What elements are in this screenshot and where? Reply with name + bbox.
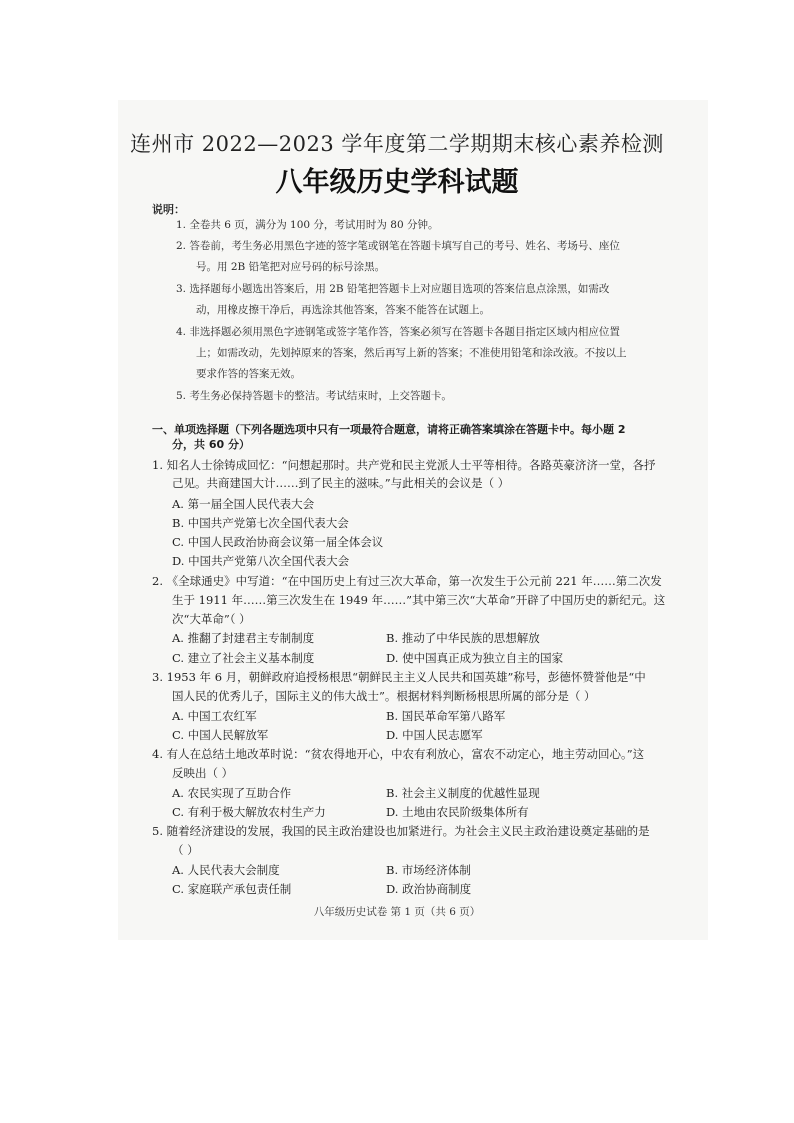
option-b: B. 社会主义制度的优越性显现	[386, 786, 540, 800]
question-stem: 己见。共商建国大计……到了民主的滋味。”与此相关的会议是（ ）	[172, 476, 510, 490]
option-c: C. 中国人民政治协商会议第一届全体会议	[172, 535, 384, 549]
option-d: D. 土地由农民阶级集体所有	[386, 805, 529, 819]
option-a: A. 推翻了封建君主专制制度	[172, 631, 315, 645]
option-c: C. 中国人民解放军	[172, 728, 269, 742]
option-d: D. 政治协商制度	[386, 882, 472, 896]
option-c: C. 有利于极大解放农村生产力	[172, 805, 326, 819]
option-c: C. 建立了社会主义基本制度	[172, 651, 315, 665]
option-d: D. 中国共产党第八次全国代表大会	[172, 554, 350, 568]
question-stem: 1. 知名人士徐铸成回忆：“问想起那时。共产党和民主党派人士平等相待。各路英豪济济一堂，各抒	[152, 458, 656, 472]
instruction-line: 1. 全卷共 6 页，满分为 100 分，考试用时为 80 分钟。	[176, 219, 439, 231]
instructions-heading: 说明：	[152, 203, 185, 216]
question-stem: 5. 随着经济建设的发展，我国的民主政治建设也加紧进行。为社会主义民主政治建设奠定基础的是	[152, 824, 650, 838]
instruction-line: 上；如需改动，先划掉原来的答案，然后再写上新的答案；不准使用铅笔和涂改液。不按以上	[196, 347, 627, 359]
option-b: B. 中国共产党第七次全国代表大会	[172, 516, 349, 530]
section-heading-line: 分，共 60 分）	[172, 438, 250, 451]
option-a: A. 第一届全国人民代表大会	[172, 497, 315, 511]
option-d: D. 使中国真正成为独立自主的国家	[386, 651, 564, 665]
option-b: B. 推动了中华民族的思想解放	[386, 631, 540, 645]
option-a: A. 农民实现了互助合作	[172, 786, 292, 800]
question-stem: （ ）	[172, 843, 199, 857]
instruction-line: 2. 答卷前，考生务必用黑色字迹的签字笔或钢笔在答题卡填写自己的考号、姓名、考场号、座位	[176, 240, 620, 252]
instruction-line: 号。用 2B 铅笔把对应号码的标号涂黑。	[196, 261, 386, 273]
question-stem: 3. 1953 年 6 月，朝鲜政府追授杨根思“朝鲜民主主义人民共和国英雄”称号，彭德怀赞誉他是“中	[152, 670, 646, 684]
instruction-line: 要求作答的答案无效。	[196, 368, 301, 380]
instruction-line: 3. 选择题每小题选出答案后，用 2B 铅笔把答题卡上对应题目选项的答案信息点涂黑，如需改	[176, 283, 610, 295]
option-b: B. 市场经济体制	[386, 863, 471, 877]
instruction-line: 5. 考生务必保持答题卡的整洁。考试结束时，上交答题卡。	[176, 390, 452, 402]
question-stem: 生于 1911 年……第三次发生在 1949 年……”其中第三次“大革命”开辟了中国历史的新纪元。这	[172, 593, 666, 607]
exam-subtitle: 八年级历史学科试题	[275, 167, 519, 198]
option-d: D. 中国人民志愿军	[386, 728, 483, 742]
instruction-line: 4. 非选择题必须用黑色字迹钢笔或签字笔作答，答案必须写在答题卡各题目指定区域内相应位置	[176, 326, 620, 338]
option-c: C. 家庭联产承包责任制	[172, 882, 292, 896]
instruction-line: 动，用橡皮擦干净后，再选涂其他答案，答案不能答在试题上。	[196, 304, 490, 316]
exam-title: 连州市 2022—2023 学年度第二学期期末核心素养检测	[130, 132, 664, 156]
question-stem: 国人民的优秀儿子，国际主义的伟大战士”。根据材料判断杨根思所属的部分是（ ）	[172, 689, 596, 703]
option-a: A. 人民代表大会制度	[172, 863, 280, 877]
page-footer: 八年级历史试卷 第 1 页（共 6 页）	[313, 906, 481, 918]
question-stem: 反映出（ ）	[172, 766, 234, 780]
question-stem: 次“大革命”（ ）	[172, 612, 251, 626]
question-stem: 4. 有人在总结土地改革时说：“贫农得地开心，中农有利放心，富农不动定心，地主劳动回心。”这	[152, 747, 645, 761]
section-heading-line: 一、单项选择题（下列各题选项中只有一项最符合题意，请将正确答案填涂在答题卡中。每小题 2	[152, 423, 626, 436]
option-b: B. 国民革命军第八路军	[386, 709, 506, 723]
option-a: A. 中国工农红军	[172, 709, 257, 723]
question-stem: 2. 《全球通史》中写道：“在中国历史上有过三次大革命，第一次发生于公元前 221 年……第二次发	[152, 574, 662, 588]
